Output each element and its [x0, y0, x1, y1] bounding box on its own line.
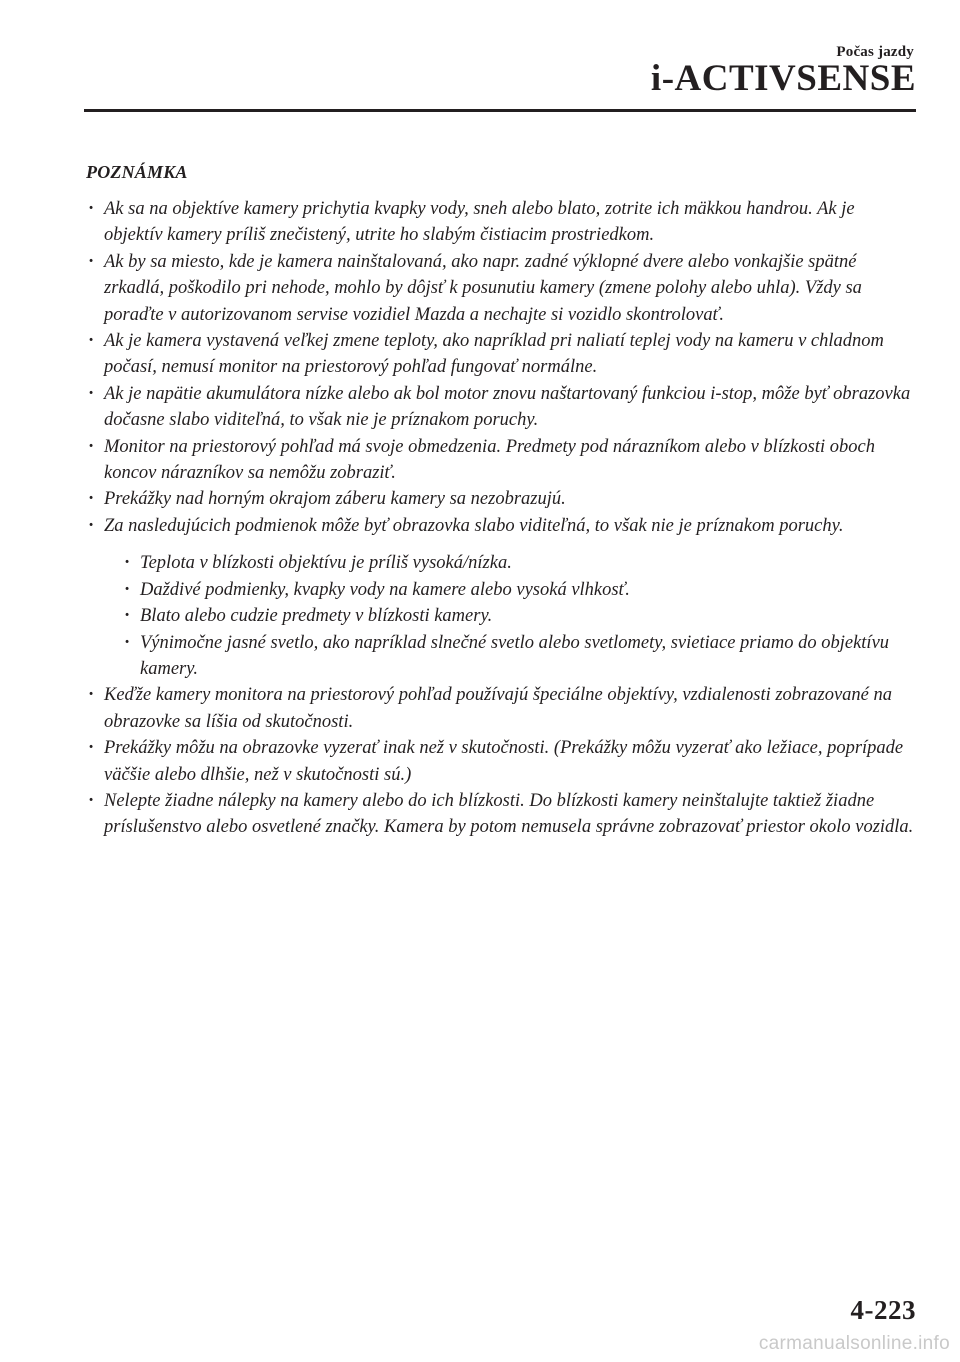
bullet-icon: · [124, 579, 131, 600]
note-item-text: Ak by sa miesto, kde je kamera nainštalovaná, ako napr. zadné výklopné dvere alebo vonkajšie spätné zrkadlá, poškodilo pri nehode, mohlo by dôjsť k posunutiu kamery (zmene polohy alebo uhla). Vždy sa poraďte v autorizovanom servise vozidiel Mazda a nechajte si vozidlo skontrolovať. [104, 251, 862, 325]
note-item-text: Nelepte žiadne nálepky na kamery alebo do ich blízkosti. Do blízkosti kamery neinštalujte taktiež žiadne príslušenstvo alebo osvetlené značky. Kamera by potom nemusela správne zobrazovať priestor okolo vozidla. [104, 790, 914, 838]
note-item-text: Prekážky nad horným okrajom záberu kamery sa nezobrazujú. [104, 489, 566, 510]
note-item-text: Prekážky môžu na obrazovke vyzerať inak než v skutočnosti. (Prekážky môžu vyzerať ako ležiace, poprípade väčšie alebo dlhšie, než v skutočnosti sú.) [104, 738, 904, 785]
bullet-icon: · [88, 738, 95, 759]
note-item-text: Keďže kamery monitora na priestorový pohľad používajú špeciálne objektívy, vzdialenosti zobrazované na obrazovke sa líšia od skutočnosti. [104, 685, 893, 732]
sub-item-4 [122, 630, 916, 683]
header-rule [84, 109, 916, 112]
bullet-icon: · [88, 331, 95, 352]
bullet-icon: · [88, 199, 95, 219]
note-item-2 [86, 249, 916, 328]
bullet-icon: · [88, 489, 95, 510]
note-item-text: Ak je napätie akumulátora nízke alebo ak bol motor znovu naštartovaný funkciou i-stop, môže byť obrazovka dočasne slabo viditeľná, to však nie je príznakom poruchy. [104, 383, 911, 431]
note-item-6 [86, 486, 916, 512]
note-item-4 [86, 381, 916, 434]
bullet-icon: · [88, 251, 95, 272]
sub-bullet-list [122, 550, 916, 682]
note-bullet-list [86, 196, 916, 841]
note-item-9 [86, 735, 916, 788]
bullet-icon: · [88, 436, 95, 457]
sub-item-text: Daždivé podmienky, kvapky vody na kamere alebo vysoká vlhkosť. [140, 579, 630, 600]
bullet-icon: · [124, 632, 131, 653]
note-content [86, 196, 916, 841]
note-item-5 [86, 434, 916, 487]
note-item-text: Ak sa na objektíve kamery prichytia kvapky vody, sneh alebo blato, zotrite ich mäkkou handrou. Ak je objektív kamery príliš znečistený, utrite ho slabým čistiacim prostriedkom. [104, 199, 855, 246]
bullet-icon: · [124, 606, 131, 627]
note-item-10 [86, 788, 916, 841]
note-item-text: Monitor na priestorový pohľad má svoje obmedzenia. Predmety pod nárazníkom alebo v blízkosti oboch koncov nárazníkov sa nemôžu zobraziť. [104, 436, 875, 484]
sub-item-1 [122, 550, 916, 576]
note-item-7 [86, 513, 916, 682]
section-label: Počas jazdy [836, 44, 914, 60]
sub-item-2 [122, 577, 916, 603]
note-item-text: Ak je kamera vystavená veľkej zmene teploty, ako napríklad pri naliatí teplej vody na kameru v chladnom počasí, nemusí monitor na priestorový pohľad fungovať normálne. [104, 331, 884, 378]
note-item-text: Za nasledujúcich podmienok môže byť obrazovka slabo viditeľná, to však nie je príznakom poruchy. [104, 515, 844, 536]
note-heading: POZNÁMKA [86, 162, 188, 182]
chapter-title: i-ACTIVSENSE [650, 58, 916, 99]
sub-item-text: Výnimočne jasné svetlo, ako napríklad slnečné svetlo alebo svetlomety, svietiace priamo do objektívu kamery. [140, 632, 890, 679]
sub-item-text: Teplota v blízkosti objektívu je príliš vysoká/nízka. [140, 553, 512, 574]
note-item-3 [86, 328, 916, 381]
sub-item-text: Blato alebo cudzie predmety v blízkosti kamery. [140, 606, 493, 627]
note-item-1 [86, 196, 916, 249]
watermark: carmanualsonline.info [758, 1333, 950, 1354]
page-number: 4-223 [850, 1295, 916, 1325]
bullet-icon: · [88, 383, 95, 404]
sub-item-3 [122, 603, 916, 629]
bullet-icon: · [124, 553, 131, 574]
bullet-icon: · [88, 685, 95, 706]
note-item-8 [86, 682, 916, 735]
bullet-icon: · [88, 790, 95, 811]
bullet-icon: · [88, 515, 95, 536]
